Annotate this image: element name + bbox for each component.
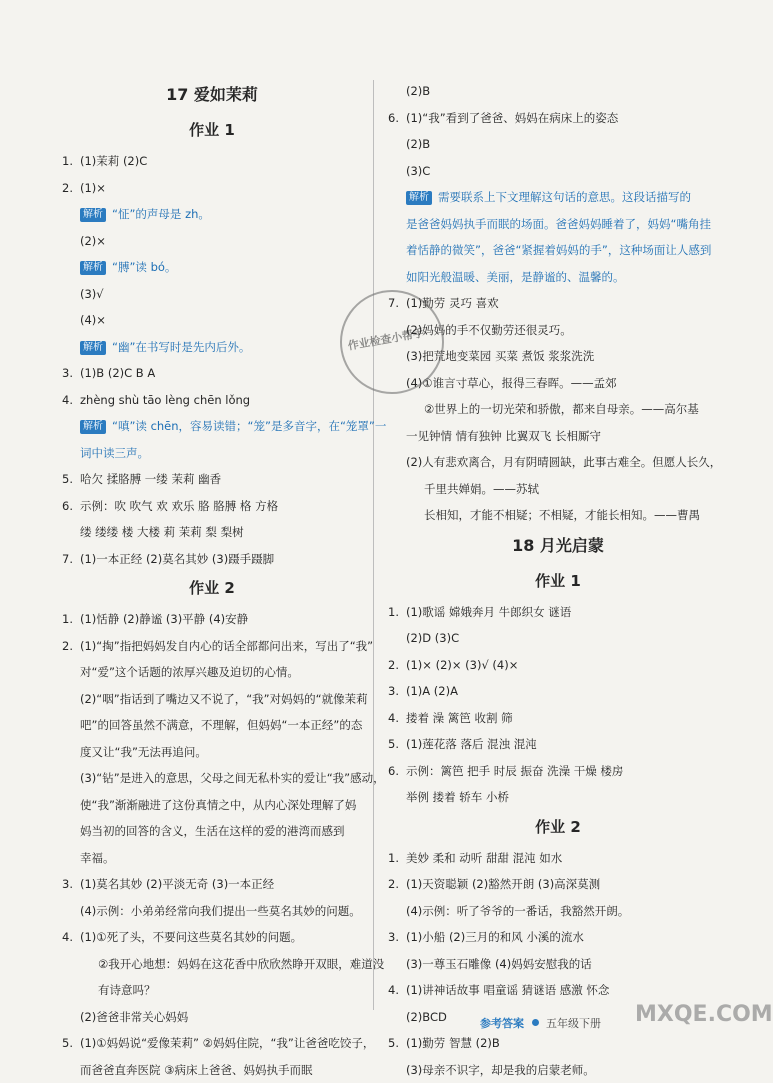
- answer-line: [388, 476, 728, 503]
- answer-line: [388, 290, 728, 317]
- answer-text: 对“爱”这个话题的浓厚兴趣及迫切的心情。: [80, 665, 299, 679]
- answer-line: [388, 977, 728, 1004]
- answer-line: [62, 659, 362, 686]
- analysis-line: [62, 201, 362, 228]
- page-footer: [480, 1015, 601, 1031]
- question-number: 3.: [388, 678, 406, 705]
- analysis-tag: 解析: [80, 261, 106, 275]
- answer-text: (3)“钻”是进入的意思，父母之间无私朴实的爱让“我”感动，: [80, 771, 385, 785]
- question-number: 3.: [62, 360, 80, 387]
- question-number: 6.: [62, 493, 80, 520]
- answer-text: “膊”读 bó。: [112, 260, 176, 274]
- answer-text: 示例：吹 吹气 欢 欢乐 胳 胳膊 格 方格: [80, 499, 278, 513]
- answer-text: 而爸爸直奔医院 ③病床上爸爸、妈妈执手而眠: [80, 1063, 312, 1077]
- answer-line: [62, 792, 362, 819]
- question-number: 5.: [62, 1030, 80, 1057]
- answer-text: (1)小船 (2)三月的和风 小溪的流水: [406, 930, 584, 944]
- answer-text: (4)①谁言寸草心，报得三春晖。——孟郊: [406, 376, 617, 390]
- answer-text: ②我开心地想：妈妈在这花香中欣欣然睁开双眼，难道没: [98, 957, 384, 971]
- question-number: 6.: [388, 758, 406, 785]
- answer-text: (3)母亲不识字，却是我的启蒙老师。: [406, 1063, 595, 1077]
- homework1-title: 作业 1: [62, 116, 362, 144]
- answer-text: (4)×: [80, 313, 106, 327]
- answer-text: (1)讲神话故事 唱童谣 猜谜语 感激 怀念: [406, 983, 609, 997]
- answer-line: [62, 546, 362, 573]
- answer-line: [388, 599, 728, 626]
- answer-text: (1)恬静 (2)静谧 (3)平静 (4)安静: [80, 612, 248, 626]
- question-number: 4.: [388, 977, 406, 1004]
- column-divider: [373, 80, 374, 1010]
- answer-text: (2)B: [406, 84, 430, 98]
- answer-line: [62, 818, 362, 845]
- answer-text: 缕 缕缕 楼 大楼 莉 茉莉 梨 梨树: [80, 525, 244, 539]
- answer-line: [62, 951, 362, 978]
- answer-text: (1)莫名其妙 (2)平淡无奇 (3)一本正经: [80, 877, 274, 891]
- answer-text: (1)×: [80, 181, 106, 195]
- answer-line: [62, 175, 362, 202]
- answer-text: (1)①妈妈说“爱像茉莉” ②妈妈住院，“我”让爸爸吃饺子，: [80, 1036, 374, 1050]
- answer-line: [388, 951, 728, 978]
- question-number: 1.: [388, 599, 406, 626]
- left-hw1-list: [62, 148, 362, 572]
- answer-text: (1)“掏”指把妈妈发自内心的话全部都问出来，写出了“我”: [80, 639, 373, 653]
- answer-line: [62, 765, 362, 792]
- question-number: 2.: [388, 652, 406, 679]
- right-top-list: [388, 78, 728, 529]
- answer-text: 一见钟情 情有独钟 比翼双飞 长相厮守: [406, 429, 601, 443]
- answer-line: [388, 211, 728, 238]
- footer-grade: 五年级下册: [546, 1017, 601, 1030]
- answer-text: “怔”的声母是 zh。: [112, 207, 210, 221]
- answer-line: [62, 686, 362, 713]
- answer-text: 哈欠 揉胳膊 一缕 茉莉 幽香: [80, 472, 221, 486]
- question-number: 2.: [62, 175, 80, 202]
- answer-line: [388, 131, 728, 158]
- question-number: 1.: [62, 606, 80, 633]
- answer-line: [388, 396, 728, 423]
- footer-dot-icon: [532, 1019, 539, 1026]
- answer-text: 吧”的回答虽然不满意，不理解，但妈妈“一本正经”的态: [80, 718, 362, 732]
- answer-line: [388, 871, 728, 898]
- answer-text: (2)人有悲欢离合，月有阴晴圆缺，此事古难全。但愿人长久，: [406, 455, 721, 469]
- answer-text: (2)D (3)C: [406, 631, 459, 645]
- analysis-line: [62, 413, 362, 440]
- question-number: 5.: [388, 1030, 406, 1057]
- answer-text: (1)勤劳 灵巧 喜欢: [406, 296, 499, 310]
- question-number: 4.: [62, 387, 80, 414]
- answer-line: [388, 264, 728, 291]
- answer-text: 美妙 柔和 动听 甜甜 混沌 如水: [406, 851, 562, 865]
- answer-line: [62, 898, 362, 925]
- right-hw1-list: [388, 599, 728, 811]
- answer-line: [388, 924, 728, 951]
- answer-text: 度又让“我”无法再追问。: [80, 745, 207, 759]
- answer-text: (3)C: [406, 164, 430, 178]
- answer-line: [388, 625, 728, 652]
- answer-line: [388, 158, 728, 185]
- question-number: 4.: [62, 924, 80, 951]
- answer-line: [62, 712, 362, 739]
- answer-line: [388, 370, 728, 397]
- question-number: 1.: [62, 148, 80, 175]
- answer-line: [388, 784, 728, 811]
- answer-line: [62, 466, 362, 493]
- answer-text: (3)把荒地变菜园 买菜 煮饭 浆浆洗洗: [406, 349, 594, 363]
- answer-line: [388, 1030, 728, 1057]
- answer-text: 使“我”渐渐融进了这份真情之中，从内心深处理解了妈: [80, 798, 356, 812]
- answer-line: [62, 845, 362, 872]
- answer-line: [62, 739, 362, 766]
- answer-line: [388, 705, 728, 732]
- answer-line: [388, 449, 728, 476]
- question-number: 7.: [62, 546, 80, 573]
- answer-text: (1)歌谣 嫦娥奔月 牛郎织女 谜语: [406, 605, 571, 619]
- homework2-title-18: 作业 2: [388, 813, 728, 841]
- answer-text: 幸福。: [80, 851, 115, 865]
- question-number: 6.: [388, 105, 406, 132]
- answer-text: (1)B (2)C B A: [80, 366, 155, 380]
- answer-line: [62, 606, 362, 633]
- answer-line: [388, 845, 728, 872]
- question-number: 3.: [388, 924, 406, 951]
- answer-text: “幽”在书写时是先内后外。: [112, 340, 250, 354]
- answer-text: 需要联系上下文理解这句话的意思。这段话描写的: [438, 190, 691, 204]
- answer-line: [388, 652, 728, 679]
- answer-text: 着恬静的微笑”，爸爸“紧握着妈妈的手”，这种场面让人感到: [406, 243, 711, 257]
- answer-text: 妈当初的回答的含义，生活在这样的爱的港湾而感到: [80, 824, 345, 838]
- answer-text: (3)一尊玉石雕像 (4)妈妈安慰我的话: [406, 957, 592, 971]
- answer-text: (2)×: [80, 234, 106, 248]
- answer-line: [62, 871, 362, 898]
- footer-label: 参考答案: [480, 1017, 524, 1030]
- answer-text: 长相知，才能不相疑；不相疑，才能长相知。——曹禺: [424, 508, 700, 522]
- answer-text: (2)BCD: [406, 1010, 447, 1024]
- answer-line: [388, 423, 728, 450]
- answer-text: ②世界上的一切光荣和骄傲，都来自母亲。——高尔基: [424, 402, 699, 416]
- answer-text: 如阳光般温暖、美丽，是静谧的、温馨的。: [406, 270, 625, 284]
- answer-text: 搂着 澡 篱笆 收割 筛: [406, 711, 513, 725]
- answer-text: 举例 搂着 轿车 小桥: [406, 790, 509, 804]
- question-number: 1.: [388, 845, 406, 872]
- answer-line: [62, 493, 362, 520]
- answer-text: (1)“我”看到了爸爸、妈妈在病床上的姿态: [406, 111, 618, 125]
- analysis-tag: 解析: [80, 208, 106, 222]
- answer-text: (3)√: [80, 287, 104, 301]
- answer-text: (1)莲花落 落后 混浊 混沌: [406, 737, 537, 751]
- answer-line: [62, 977, 362, 1004]
- answer-text: (1)①死了头，不要问这些莫名其妙的问题。: [80, 930, 302, 944]
- right-hw2-list: [388, 845, 728, 1083]
- answer-text: (4)示例：小弟弟经常向我们提出一些莫名其妙的问题。: [80, 904, 361, 918]
- answer-text: 千里共婵娟。——苏轼: [424, 482, 539, 496]
- answer-line: [62, 387, 362, 414]
- analysis-tag: 解析: [406, 191, 432, 205]
- answer-text: (2)爸爸非常关心妈妈: [80, 1010, 188, 1024]
- homework1-title-18: 作业 1: [388, 567, 728, 595]
- analysis-line: [388, 184, 728, 211]
- question-number: 4.: [388, 705, 406, 732]
- lesson-title-17: 17 爱如茉莉: [62, 80, 362, 110]
- answer-line: [388, 502, 728, 529]
- answer-line: [388, 105, 728, 132]
- answer-text: 有诗意吗？: [98, 983, 156, 997]
- answer-line: [388, 898, 728, 925]
- answer-text: (1)× (2)× (3)√ (4)×: [406, 658, 518, 672]
- answer-text: zhèng shù tāo lèng chēn lǒng: [80, 393, 250, 407]
- site-watermark: MXQE.COM: [635, 1002, 773, 1027]
- answer-text: (2)B: [406, 137, 430, 151]
- answer-text: (1)A (2)A: [406, 684, 458, 698]
- answer-line: [62, 519, 362, 546]
- analysis-line: [62, 254, 362, 281]
- answer-text: (1)勤劳 智慧 (2)B: [406, 1036, 500, 1050]
- stamp-text: 作业检查小帮手: [347, 324, 426, 353]
- answer-line: [62, 1030, 362, 1057]
- answer-line: [62, 1004, 362, 1031]
- answer-line: [388, 758, 728, 785]
- answer-text: 示例：篱笆 把手 时辰 振奋 洗澡 干燥 楼房: [406, 764, 623, 778]
- answer-line: [62, 633, 362, 660]
- answer-line: [62, 281, 362, 308]
- answer-line: [388, 1057, 728, 1083]
- answer-text: 词中读三声。: [80, 446, 149, 460]
- answer-line: [62, 1057, 362, 1083]
- answer-text: (2)妈妈的手不仅勤劳还很灵巧。: [406, 323, 572, 337]
- question-number: 2.: [388, 871, 406, 898]
- answer-line: [62, 360, 362, 387]
- analysis-tag: 解析: [80, 341, 106, 355]
- answer-line: [62, 440, 362, 467]
- left-hw2-list: [62, 606, 362, 1083]
- question-number: 3.: [62, 871, 80, 898]
- answer-line: [388, 78, 728, 105]
- lesson-title-18: 18 月光启蒙: [388, 531, 728, 561]
- answer-text: (4)示例：听了爷爷的一番话，我豁然开朗。: [406, 904, 629, 918]
- answer-line: [62, 924, 362, 951]
- answer-line: [62, 148, 362, 175]
- analysis-line: [62, 334, 362, 361]
- left-column: [62, 78, 362, 1083]
- question-number: 2.: [62, 633, 80, 660]
- answer-text: (1)茉莉 (2)C: [80, 154, 147, 168]
- question-number: 5.: [388, 731, 406, 758]
- answer-line: [388, 237, 728, 264]
- answer-text: 是爸爸妈妈执手而眠的场面。爸爸妈妈睡着了，妈妈“嘴角挂: [406, 217, 711, 231]
- answer-text: (1)天资聪颖 (2)豁然开朗 (3)高深莫测: [406, 877, 600, 891]
- homework2-title: 作业 2: [62, 574, 362, 602]
- answer-text: (1)一本正经 (2)莫名其妙 (3)蹑手蹑脚: [80, 552, 274, 566]
- question-number: 5.: [62, 466, 80, 493]
- answer-line: [388, 731, 728, 758]
- answer-line: [388, 678, 728, 705]
- question-number: 7.: [388, 290, 406, 317]
- right-column: [388, 78, 728, 1083]
- answer-text: (2)“咽”指话到了嘴边又不说了，“我”对妈妈的“就像茉莉: [80, 692, 368, 706]
- answer-line: [62, 307, 362, 334]
- analysis-tag: 解析: [80, 420, 106, 434]
- answer-line: [62, 228, 362, 255]
- answer-text: “嗔”读 chēn，容易读错；“笼”是多音字，在“笼罩”一: [112, 419, 386, 433]
